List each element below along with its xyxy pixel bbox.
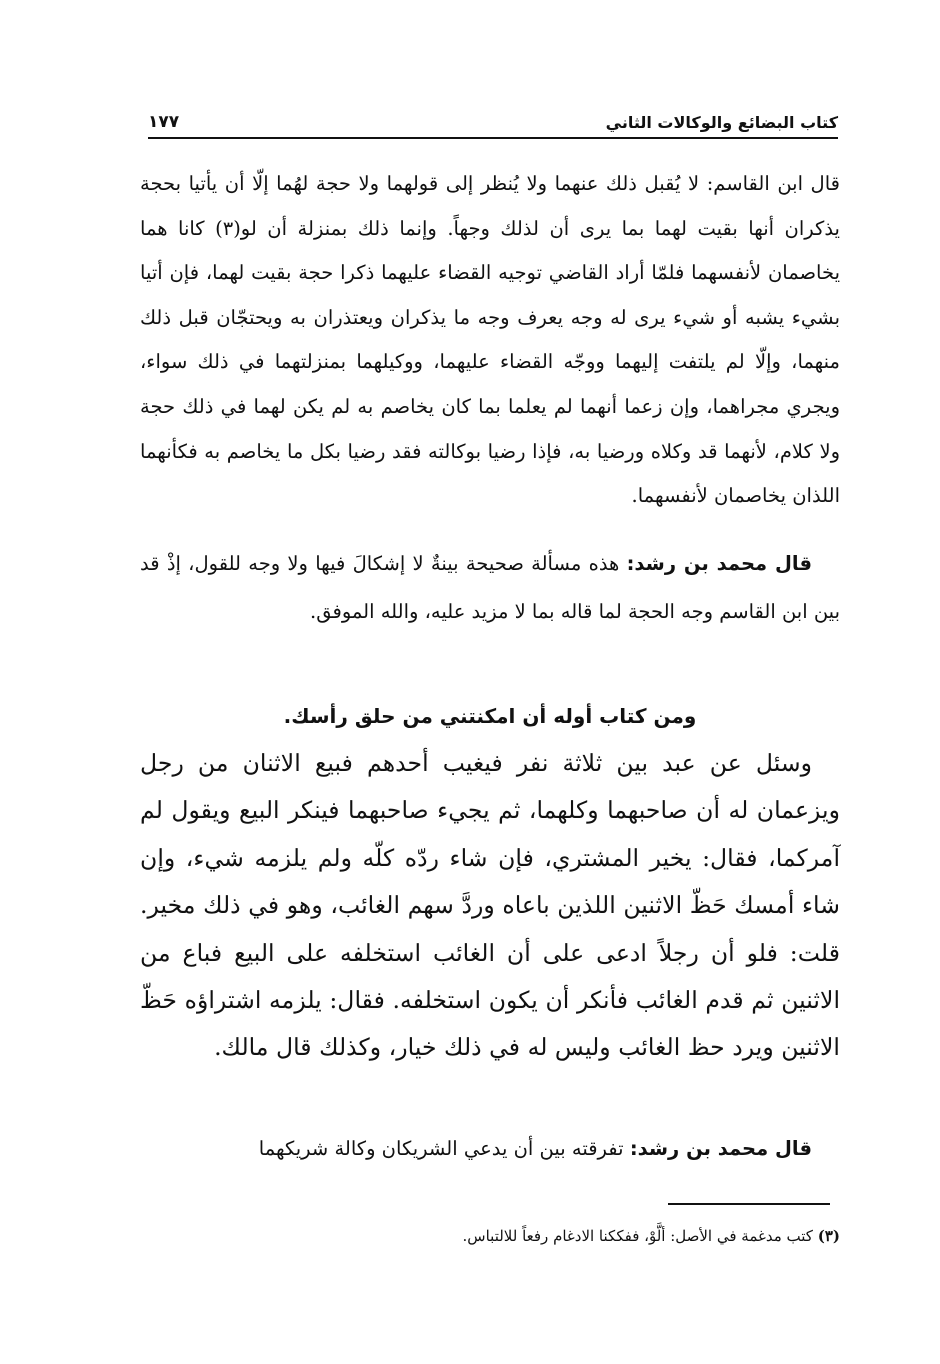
footnote-rule [668,1203,830,1205]
paragraph-ibn-alqasim [140,162,840,519]
paragraph-ibn-rushd-1 [140,540,840,636]
paragraph-text: قال ابن القاسم: لا يُقبل ذلك عنهما ولا يُنظر إلى قولهما ولا حجة لهُما إلّا أن يأتيا بحجة يذكران أنها بقيت لهما بما يرى أن لذلك وجهاً. وإنما ذلك بمنزلة أن لو(٣) كانا هما يخاصمان لأنفسهما فلمّا أراد القاضي توجيه القضاء عليهما ذكرا حجة بقيت لهما، فإن أتيا بشيء يشبه أو شيء يرى له وجه يعرف وجه ما يذكران ويعتذران به ويحتجّان قبل ذلك منهما، وإلّا لم يلتفت إليهما ووجّه القضاء عليهما، ووكيلهما بمنزلتهما في ذلك سواء، ويجري مجراهما، وإن زعما أنهما لم يعلما بما كان يخاصم به لم يكن لهما في ذلك حجة ولا كلام، لأنهما قد وكلاه ورضيا به، فإذا رضيا بوكالته فقد رضيا بكل ما يخاصم به فكأنهما اللذان يخاصمان لأنفسهما. [140,172,840,508]
paragraph-question [140,740,840,1072]
section-heading: ومن كتاب أوله أن امكنتني من حلق رأسك. [283,704,697,728]
footnote-marker: (٣) [817,1227,840,1245]
paragraph-text: وسئل عن عبد بين ثلاثة نفر فيغيب أحدهم فبيع الاثنان من رجل ويزعمان له أن صاحبهما وكلهما، ثم يجيء صاحبهما فينكر البيع ويقول لم آمركما، فقال: يخير المشتري، فإن شاء ردّه كلّه ولم يلزمه شيء، وإن شاء أمسك حَظّ الاثنين اللذين باعاه وردَّ سهم الغائب، وهو في ذلك مخير. قلت: فلو أن رجلاً ادعى على أن الغائب استخلفه على البيع فباع من الاثنين ثم قدم الغائب فأنكر أن يكون استخلفه. فقال: يلزمه اشتراؤه حَظّ الاثنين ويرد حظ الغائب وليس له في ذلك خيار، وكذلك قال مالك. [140,749,840,1062]
paragraph-ibn-rushd-2 [140,1127,840,1171]
speaker-label: قال محمد بن رشد: [629,1137,812,1160]
footnote-text: كتب مدغمة في الأصل: ألَّوْ، ففككنا الادغام رفعاً للالتباس. [462,1227,813,1245]
paragraph-text: تفرقته بين أن يدعي الشريكان وكالة شريكهما [258,1137,624,1160]
header-rule [148,137,838,139]
speaker-label: قال محمد بن رشد: [626,552,812,575]
page-number: ١٧٧ [148,112,180,132]
running-head [148,102,838,132]
paragraph-text: هذه مسألة صحيحة بينةٌ لا إشكالَ فيها ولا وجه للقول، إذْ قد بين ابن القاسم وجه الحجة لما قاله بما لا مزيد عليه، والله الموفق. [140,552,840,623]
footnote [300,1227,840,1245]
running-title: كتاب البضائع والوكالات الثاني [605,113,838,132]
